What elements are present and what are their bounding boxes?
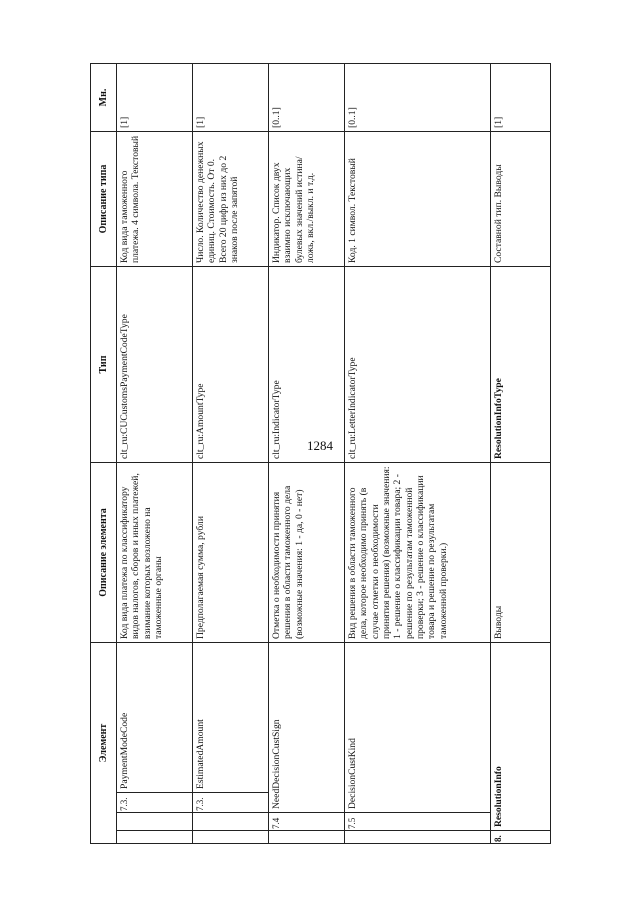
element-type: clt_ru:AmountType — [193, 267, 269, 463]
header-element: Элемент — [91, 643, 117, 844]
type-desc: Число. Количество денежных единиц. Стоимость. От 0. Всего 20 цифр из них до 2 знаков после запятой — [193, 132, 269, 267]
table-header-row — [91, 64, 117, 844]
element-name: NeedDecisionCustSign — [269, 643, 345, 813]
element-type: ResolutionInfoType — [491, 267, 551, 463]
type-desc: Код вида таможенного платежа. 4 символа. Текстовый — [117, 132, 193, 267]
element-type: clt_ru:IndicatorType — [269, 267, 345, 463]
element-name: PaymentModeCode — [117, 643, 193, 793]
rotated-table-container — [90, 64, 550, 844]
row-number: 7.4 — [269, 813, 345, 831]
row-number: 8. — [491, 831, 551, 844]
multiplicity: [1] — [491, 64, 551, 132]
header-type-desc: Описание типа — [91, 132, 117, 267]
multiplicity: [0..1] — [269, 64, 345, 132]
type-desc: Код. 1 символ. Текстовый — [345, 132, 491, 267]
table-row — [345, 64, 491, 844]
row-number: 7.3. — [193, 793, 269, 813]
multiplicity: [0..1] — [345, 64, 491, 132]
element-type: clt_ru:CUCustomsPaymentCodeType — [117, 267, 193, 463]
table-row — [491, 64, 551, 844]
header-type: Тип — [91, 267, 117, 463]
row-number: 7.3. — [117, 793, 193, 813]
table-row — [269, 64, 345, 844]
multiplicity: [1] — [117, 64, 193, 132]
element-type: clt_ru:LetterIndicatorType — [345, 267, 491, 463]
element-desc: Вид решения в области таможенного дела, которое необходимо принять (в случае отметки о необходимости принятия решения) (возможные значения: 1 - решение о классификации товара; 2 - решение по результатам таможенной проверки; 3 - решение о классификации товара и решение по результатам таможенной проверки.) — [345, 463, 491, 643]
element-desc: Отметка о необходимости принятия решения в области таможенного дела (возможные значения: 1 - да, 0 - нет) — [269, 463, 345, 643]
element-desc: Код вида платежа по классификатору видов налогов, сборов и иных платежей, взимание которых возложено на таможенные органы — [117, 463, 193, 643]
spec-table — [90, 63, 551, 844]
element-name: ResolutionInfo — [491, 643, 551, 831]
multiplicity: [1] — [193, 64, 269, 132]
table-row — [193, 64, 269, 844]
row-number: 7.5 — [345, 813, 491, 831]
type-desc: Составной тип. Выводы — [491, 132, 551, 267]
page-number: 1284 — [307, 438, 333, 453]
header-element-desc: Описание элемента — [91, 463, 117, 643]
table-row — [117, 64, 193, 844]
header-mult: Мн. — [91, 64, 117, 132]
element-name: EstimatedAmount — [193, 643, 269, 793]
element-desc: Выводы — [491, 463, 551, 643]
element-desc: Предполагаемая сумма, рубли — [193, 463, 269, 643]
element-name: DecisionCustKind — [345, 643, 491, 813]
type-desc: Индикатор. Список двух взаимно исключающих булевых значений истина/ложь, вкл./выкл. и т.д. — [269, 132, 345, 267]
